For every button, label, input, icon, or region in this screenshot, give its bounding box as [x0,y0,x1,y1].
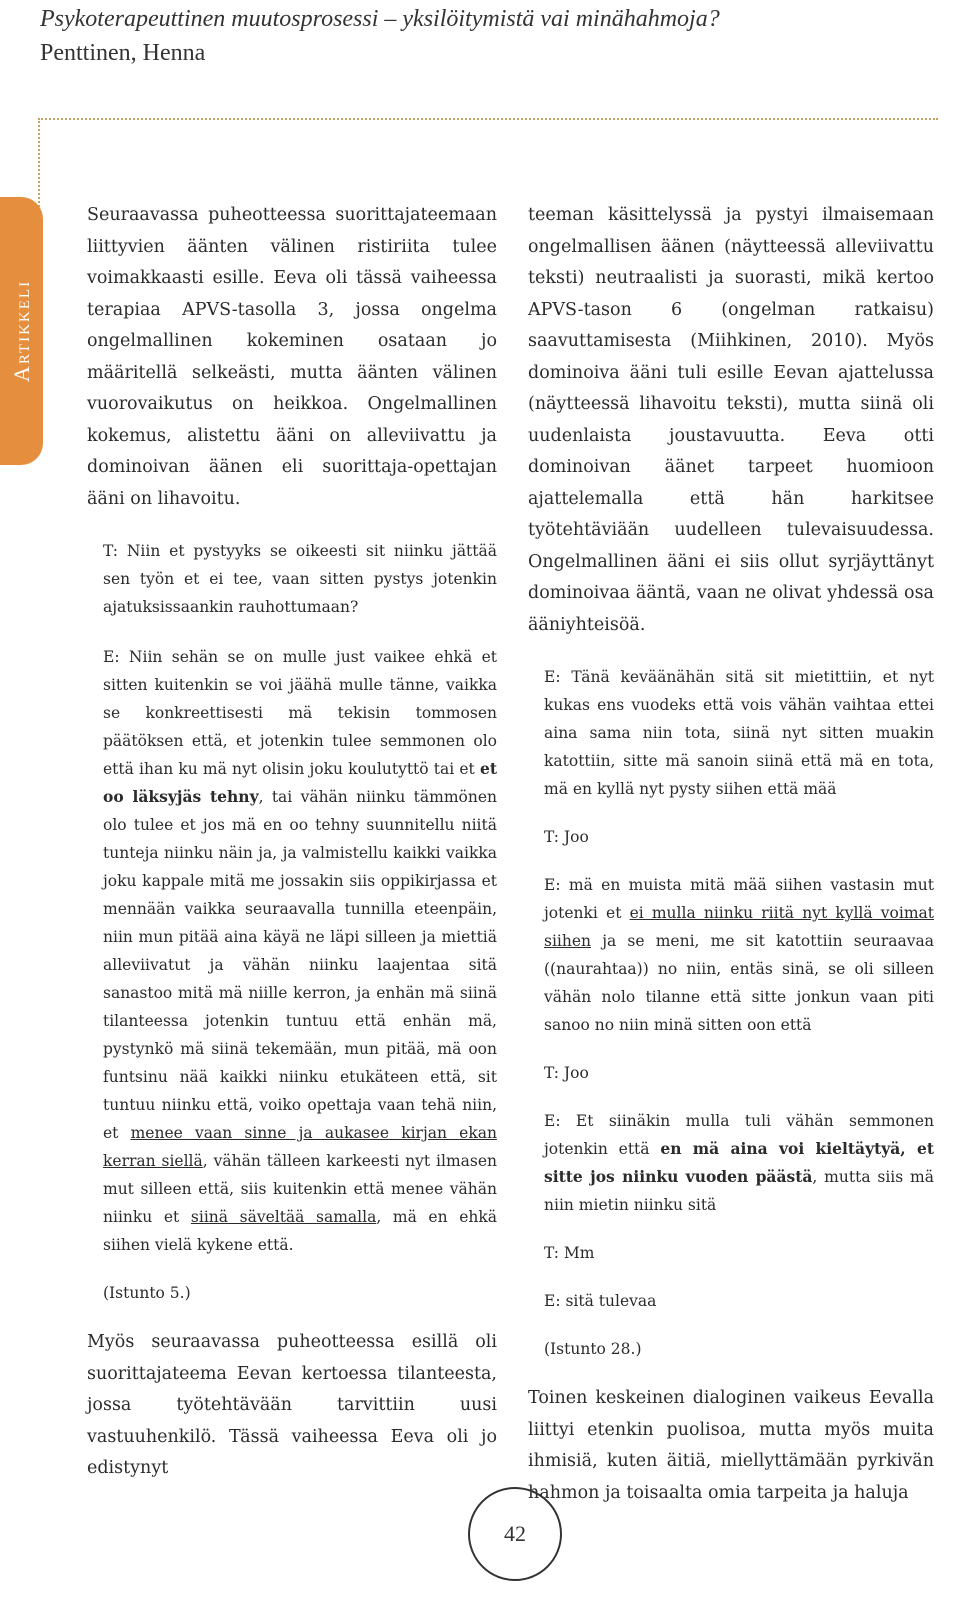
left-column [87,200,497,1485]
quote-text: , mä en ehkä siihen vielä kykene että. [103,1208,498,1254]
quote-therapist: T: Mm [544,1244,595,1262]
quote-client: E: sitä tulevaa [544,1292,657,1310]
author-name: Penttinen, Henna [40,40,206,66]
paragraph-intro: Seuraavassa puheotteessa suorittajateemaan liittyvien äänten välinen ristiriita tulee voimakkaasti esille. Eeva oli tässä vaiheessa terapiaa APVS-tasolla 3, jossa ongelma ongelmallinen kokeminen osataan jo määritellä selkeästi, mutta äänten välinen vuorovaikutus on heikkoa. Ongelmallinen kokemus, alistettu ääni on alleviivattu ja dominoivan äänen eli suorittaja-opettajan ääni on lihavoitu. [87,205,497,509]
quote-therapist: T: Joo [544,828,589,846]
section-tab [0,197,43,465]
dotted-rule-top [38,118,938,120]
quote-text: E: Et siinäkin mulla tuli vähän semmonen jotenkin että [544,1112,934,1158]
quote-text: E: Niin sehän se on mulle just vaikee ehkä et sitten kuitenkin se voi jäähä mulle tänne, vaikka se konkreettisesti mä tekisin tommosen päätöksen että, et jotenkin tulee semmonen olo että ihan ku mä nyt olisin joku koulutyttö tai et [103,648,497,778]
dotted-rule-left [38,118,40,210]
dominant-voice-text: et oo läksyjäs tehny [103,759,497,806]
paragraph-outro: Myös seuraavassa puheotteessa esillä oli suorittajateema Eevan kertoessa tilanteesta, jossa työtehtävään tarvittiin uusi vastuuhenkilö. Tässä vaiheessa Eeva oli jo edistynyt [87,1332,497,1478]
quote-text: ja se meni, me sit katottiin seuraavaa ((naurahtaa)) no niin, entäs sinä, se oli silleen vähän nolo tilanne että sitte jonkun vaan piti sanoo no niin minä sitten oon että [544,932,934,1034]
quote-therapist: T: Niin et pystyyks se oikeesti sit niinku jättää sen työn et ei tee, vaan sitten pystys jotenkin ajatuksissaankin rauhottumaan? [103,542,497,616]
right-column [528,200,934,1509]
quote-client: E: Tänä keväänähän sitä sit mietittiin, et nyt kukas ens vuodeks että vois vähän vaihtaa ettei aina sama niin tota, siinä nyt sitten muakin katottiin, sitte mä sanoin siinä että mä en tota, mä en kyllä nyt pysty siihen että mää [544,668,934,798]
page-number: 42 [468,1487,562,1581]
quote-client [544,871,934,1039]
document-title: Psykoterapeuttinen muutosprosessi – yksilöitymistä vai minähahmoja? [40,6,720,32]
quote-text: , vähän tälleen karkeesti nyt ilmasen mut silleen että, siis kuitenkin että menee vähän niinku et [103,1152,497,1226]
quote-client [544,1107,934,1219]
session-reference: (Istunto 28.) [544,1340,642,1358]
problematic-voice-text: siinä säveltää samalla [190,1208,377,1226]
quote-therapist: T: Joo [544,1064,589,1082]
paragraph-outro: Toinen keskeinen dialoginen vaikeus Eevalla liittyi etenkin puolisoa, mutta myös muita ihmisiä, kuten äitiä, miellyttämään pyrkivän hahmon ja toisaalta omia tarpeita ja haluja [528,1388,934,1503]
paragraph-intro: teeman käsittelyssä ja pystyi ilmaisemaan ongelmallisen äänen (näytteessä alleviivattu teksti) neutraalisti ja suorasti, mikä kertoo APVS-tason 6 (ongelman ratkaisu) saavuttamisesta (Miihkinen, 2010). Myös dominoiva ääni tuli esille Eevan ajattelussa (näytteessä lihavoitu teksti), mutta siinä oli uudenlaista joustavuutta. Eeva otti dominoivan äänet tarpeet huomioon ajattelemalla että hän harkitsee työtehtäviään uudelleen tulevaisuudessa. Ongelmallinen ääni ei siis ollut syrjäyttänyt dominoivaa ääntä, vaan ne olivat yhdessä osa ääniyhteisöä. [528,205,934,635]
quote-text: E: mä en muista mitä mää siihen vastasin mut jotenki et [544,876,934,922]
quote-client [103,643,497,1259]
quote-text: , mutta siis mä niin mietin niinku sitä [544,1168,934,1214]
session-reference: (Istunto 5.) [103,1284,191,1302]
problematic-voice-text: ei mulla niinku riitä nyt kyllä voimat siihen [544,904,934,950]
section-label: Artikkeli [8,279,34,383]
running-head [40,2,920,70]
problematic-voice-text: menee vaan sinne ja aukasee kirjan ekan kerran siellä [103,1124,497,1170]
quote-text: , tai vähän niinku tämmönen olo tulee et jos mä en oo tehny suunnitellu niitä tunteja niinku näin ja, ja valmistellu kaikki vaikka joku kappale mitä me jossakin siis oppikirjassa et mennään vaikka seuraavalla tunnilla eteenpäin, niin mun pitää aina käyä ne läpi silleen ja miettiä alleviivatut ja vähän niinku laajentaa sitä sanastoo mitä mä niille kerron, ja enhän mä siinä tilanteessa jotenkin tuntuu että enhän mä, pystynkö mä siinä tekemään, mun pitää, mä oon funtsinu nää kaikki niinku etukäteen että, sit tuntuu niinku että, voiko opettaja vaan tehä niin, et [103,788,497,1142]
dominant-voice-text: en mä aina voi kieltäytyä, et sitte jos niinku vuoden päästä [544,1139,934,1186]
